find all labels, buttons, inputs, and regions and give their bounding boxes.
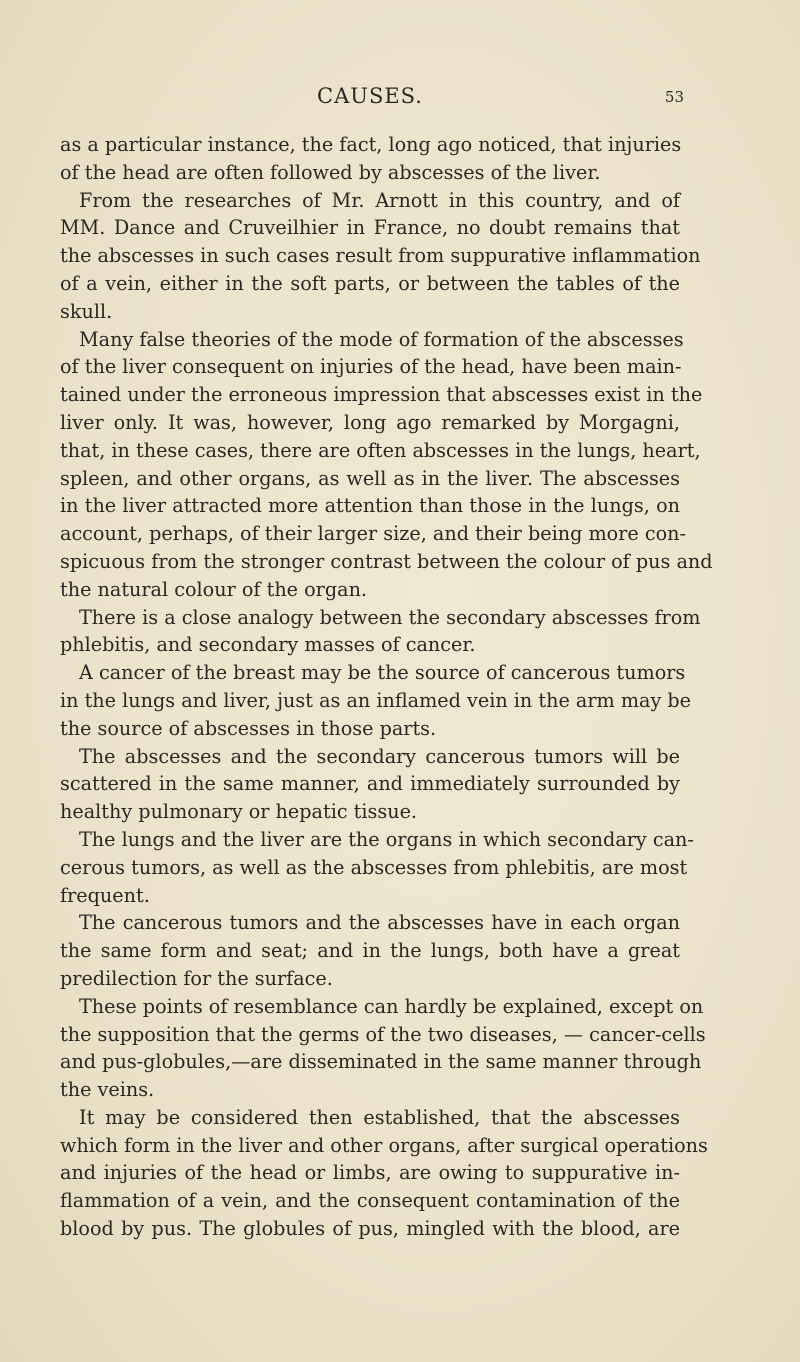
text-line: A cancer of the breast may be the source of cancerous tumors [79,661,686,685]
text-line: in the liver attracted more attention than those in the lungs, on [60,494,680,518]
text-line: From the researches of Mr. Arnott in this country, and of [79,188,680,212]
page-number: 53 [664,88,684,106]
text-line: and pus-globules,—are disseminated in the same manner through [60,1050,702,1074]
text-line: as a particular instance, the fact, long ago noticed, that injuries [60,133,682,156]
text-line: predilection for the surface. [60,966,333,990]
text-line: the supposition that the germs of the two diseases, — cancer-cells [60,1022,706,1046]
text-line: There is a close analogy between the secondary abscesses from [79,605,701,629]
text-line: blood by pus. The globules of pus, mingled with the blood, are [60,1217,680,1241]
text-line: in the lungs and liver, just as an inflamed vein in the arm may be [60,688,692,712]
text-line: of a vein, either in the soft parts, or between the tables of the [60,271,680,295]
text-line: phlebitis, and secondary masses of cancer. [60,633,476,657]
text-line: of the head are often followed by abscesses of the liver. [60,160,601,184]
text-line: skull. [60,299,113,323]
text-line: flammation of a vein, and the consequent contamination of the [60,1189,680,1213]
text-line: These points of resemblance can hardly be explained, except on [79,994,704,1018]
text-line: of the liver consequent on injuries of the head, have been main- [60,355,682,379]
text-line: the veins. [60,1078,155,1102]
text-line: spleen, and other organs, as well as in the liver. The abscesses [60,466,680,490]
text-line: healthy pulmonary or hepatic tissue. [60,800,418,824]
text-line: The lungs and the liver are the organs in which secondary can- [79,827,694,851]
text-line: scattered in the same manner, and immediately surrounded by [60,772,680,796]
text-line: The abscesses and the secondary cancerous tumors will be [79,744,680,768]
text-line: the natural colour of the organ. [60,577,368,601]
text-line: frequent. [60,883,150,907]
text-line: Many false theories of the mode of formation of the abscesses [79,327,684,351]
text-line: liver only. It was, however, long ago remarked by Morgagni, [60,410,680,434]
running-title: CAUSES. [317,84,423,108]
text-line: the source of abscesses in those parts. [60,716,437,740]
body-text [60,131,713,1243]
text-line: account, perhaps, of their larger size, and their being more con- [60,522,686,546]
text-line: which form in the liver and other organs, after surgical operations [60,1133,708,1157]
page-header [60,84,684,114]
text-line: MM. Dance and Cruveilhier in France, no doubt remains that [60,216,680,240]
text-line: The cancerous tumors and the abscesses have in each organ [79,911,680,935]
text-line: cerous tumors, as well as the abscesses from phlebitis, are most [60,855,688,879]
text-line: that, in these cases, there are often abscesses in the lungs, heart, [60,438,701,462]
text-line: the abscesses in such cases result from suppurative inflammation [60,244,701,268]
text-line: and injuries of the head or limbs, are owing to suppurative in- [60,1161,680,1185]
text-line: spicuous from the stronger contrast between the colour of pus and [60,549,713,573]
text-line: It may be considered then established, that the abscesses [79,1105,680,1129]
text-line: the same form and seat; and in the lungs, both have a great [60,939,680,963]
text-line: tained under the erroneous impression that abscesses exist in the [60,383,703,407]
